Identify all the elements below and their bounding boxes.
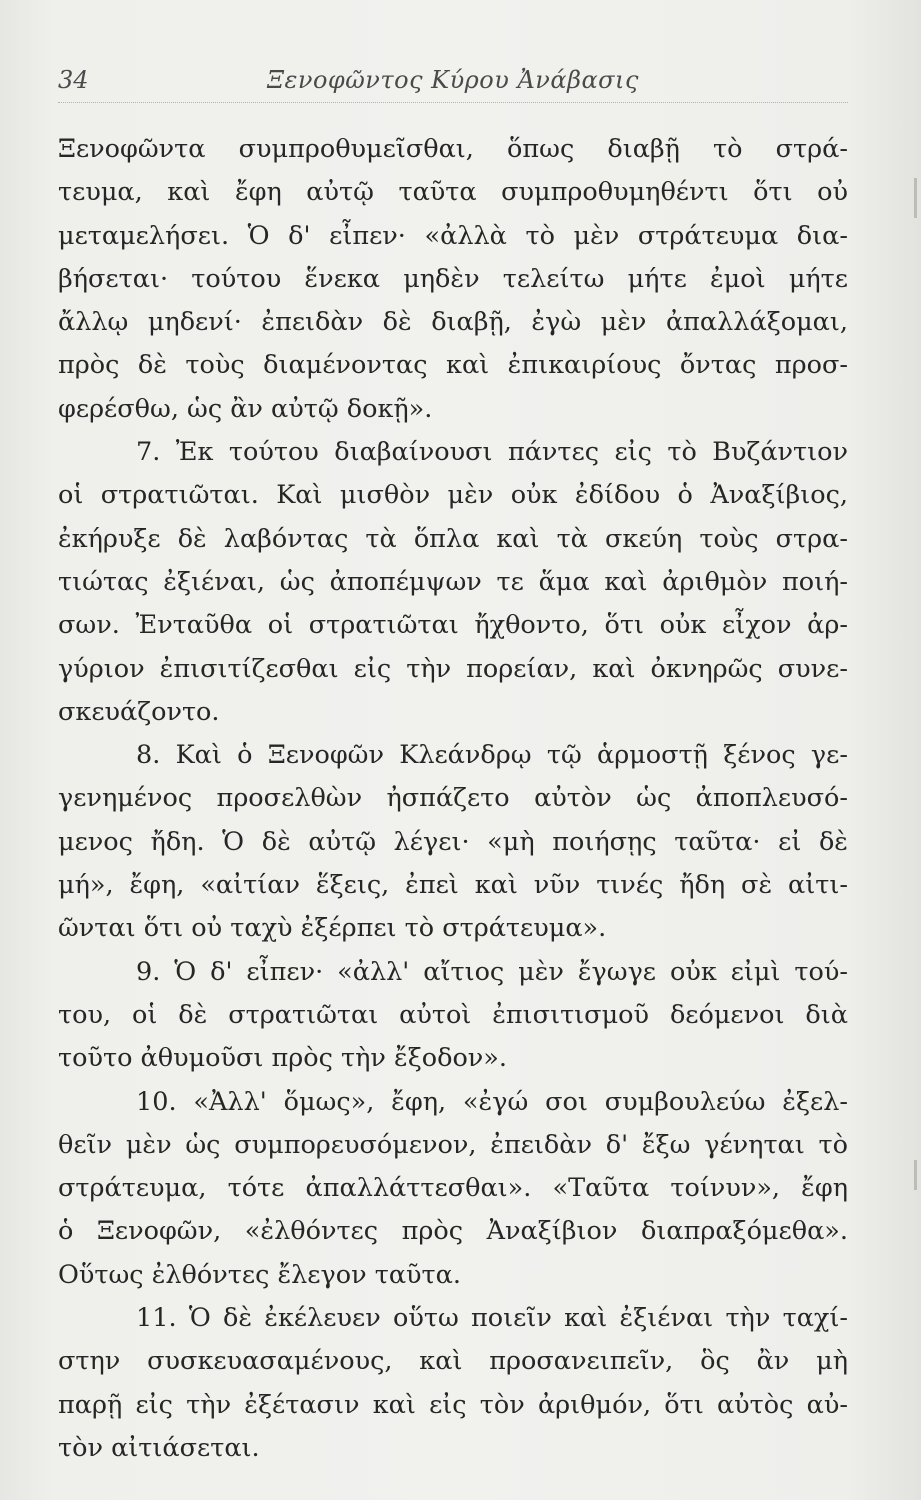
text-line: του, οἱ δὲ στρατιῶται αὐτοὶ ἐπισιτισμοῦ δεόμενοι διὰ bbox=[58, 999, 848, 1030]
page-edge-shadow bbox=[914, 1160, 917, 1190]
body-text bbox=[58, 128, 848, 1470]
text-line: ὁ Ξενοφῶν, «ἐλθόντες πρὸς Ἀναξίβιον διαπραξόμεθα». bbox=[58, 1216, 848, 1247]
text-line: στράτευμα, τότε ἀπαλλάττεσθαι». «Ταῦτα τοίνυν», ἔφη bbox=[58, 1173, 848, 1204]
page-header bbox=[58, 62, 848, 102]
paragraph-first-line: 11. Ὁ δὲ ἐκέλευεν οὕτω ποιεῖν καὶ ἐξιέναι τὴν ταχί- bbox=[136, 1303, 848, 1334]
text-line: σκευάζοντο. bbox=[58, 696, 220, 727]
text-line: πρὸς δὲ τοὺς διαμένοντας καὶ ἐπικαιρίους ὄντας προσ- bbox=[58, 350, 848, 381]
text-line: μενος ἤδη. Ὁ δὲ αὐτῷ λέγει· «μὴ ποιήσῃς ταῦτα· εἰ δὲ bbox=[58, 826, 848, 857]
text-line: τὸν αἰτιάσεται. bbox=[58, 1432, 260, 1463]
text-line: στην συσκευασαμένους, καὶ προσανειπεῖν, ὃς ἂν μὴ bbox=[58, 1346, 848, 1377]
text-line: σων. Ἐνταῦθα οἱ στρατιῶται ἤχθοντο, ὅτι οὐκ εἶχον ἀρ- bbox=[58, 610, 848, 641]
text-line: τοῦτο ἀθυμοῦσι πρὸς τὴν ἔξοδον». bbox=[58, 1043, 508, 1074]
text-line: γύριον ἐπισιτίζεσθαι εἰς τὴν πορείαν, καὶ ὀκνηρῶς συνε- bbox=[58, 653, 848, 684]
running-title: Ξενοφῶντος Κύρου Ἀνάβασις bbox=[267, 66, 639, 94]
text-line: οἱ στρατιῶται. Καὶ μισθὸν μὲν οὐκ ἐδίδου ὁ Ἀναξίβιος, bbox=[58, 480, 848, 511]
text-line: φερέσθω, ὡς ἂν αὐτῷ δοκῇ». bbox=[58, 393, 433, 424]
paragraph-first-line: 8. Καὶ ὁ Ξενοφῶν Κλεάνδρῳ τῷ ἁρμοστῇ ξένος γε- bbox=[136, 740, 848, 771]
text-line: μή», ἔφη, «αἰτίαν ἕξεις, ἐπεὶ καὶ νῦν τινές ἤδη σὲ αἰτι- bbox=[58, 870, 848, 901]
paragraph-first-line: 7. Ἐκ τούτου διαβαίνουσι πάντες εἰς τὸ Βυζάντιον bbox=[136, 437, 848, 468]
text-line: Οὕτως ἐλθόντες ἔλεγον ταῦτα. bbox=[58, 1259, 461, 1290]
paragraph-first-line: 9. Ὁ δ' εἶπεν· «ἀλλ' αἴτιος μὲν ἔγωγε οὐκ εἰμὶ τού- bbox=[136, 956, 848, 987]
text-line: θεῖν μὲν ὡς συμπορευσόμενον, ἐπειδὰν δ' ἔξω γένηται τὸ bbox=[58, 1129, 848, 1160]
page-number: 34 bbox=[58, 66, 89, 94]
page-edge-shadow bbox=[914, 178, 917, 218]
text-line: ἄλλῳ μηδενί· ἐπειδὰν δὲ διαβῇ, ἐγὼ μὲν ἀπαλλάξομαι, bbox=[58, 307, 848, 338]
text-line: μεταμελήσει. Ὁ δ' εἶπεν· «ἀλλὰ τὸ μὲν στράτευμα δια- bbox=[58, 220, 848, 251]
text-line: παρῇ εἰς τὴν ἐξέτασιν καὶ εἰς τὸν ἀριθμόν, ὅτι αὐτὸς αὐ- bbox=[58, 1389, 848, 1420]
text-line: τευμα, καὶ ἔφη αὐτῷ ταῦτα συμπροθυμηθέντι ὅτι οὐ bbox=[58, 177, 848, 208]
text-line: ἐκήρυξε δὲ λαβόντας τὰ ὅπλα καὶ τὰ σκεύη τοὺς στρα- bbox=[58, 523, 848, 554]
header-divider bbox=[58, 102, 848, 103]
text-line: Ξενοφῶντα συμπροθυμεῖσθαι, ὅπως διαβῇ τὸ στρά- bbox=[58, 134, 848, 164]
text-line: γενημένος προσελθὼν ἠσπάζετο αὐτὸν ὡς ἀποπλευσό- bbox=[58, 783, 848, 814]
paragraph-first-line: 10. «Ἀλλ' ὅμως», ἔφη, «ἐγώ σοι συμβουλεύω ἐξελ- bbox=[136, 1086, 848, 1117]
text-line: τιώτας ἐξιέναι, ὡς ἀποπέμψων τε ἅμα καὶ ἀριθμὸν ποιή- bbox=[58, 566, 848, 597]
text-line: ῶνται ὅτι οὐ ταχὺ ἐξέρπει τὸ στράτευμα». bbox=[58, 913, 607, 944]
text-line: βήσεται· τούτου ἕνεκα μηδὲν τελείτω μήτε ἐμοὶ μήτε bbox=[58, 263, 848, 294]
